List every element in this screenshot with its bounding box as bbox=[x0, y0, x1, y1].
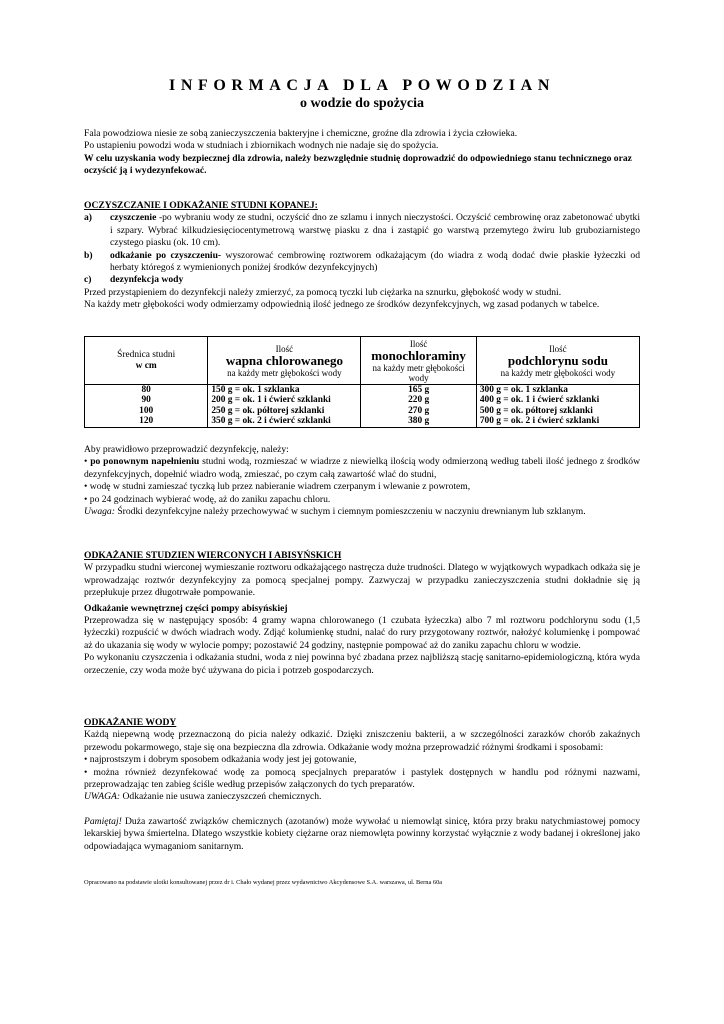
table-cell: 700 g = ok. 2 i ćwierć szklanki bbox=[479, 416, 600, 427]
section-drilled-wells bbox=[84, 550, 640, 677]
table-cell: 200 g = ok. 1 i ćwierć szklanki bbox=[211, 395, 331, 406]
table-cell: 150 g = ok. 1 szklanka bbox=[211, 385, 300, 395]
section-water-heading: ODKAŻANIE WODY bbox=[84, 717, 177, 728]
table-cell: 120 bbox=[139, 416, 154, 427]
section-water-disinfection bbox=[84, 717, 640, 853]
document-subtitle: o wodzie do spożycia bbox=[299, 96, 425, 111]
table-cell: 165 g bbox=[408, 385, 430, 395]
section-dug-well-heading: OCZYSZCZANIE I ODKAŻANIE STUDNI KOPANEJ: bbox=[84, 200, 318, 211]
intro-line-3: W celu uzyskania wody bezpiecznej dla zdrowia, należy bezwzględnie studnię doprowadzić do odpowiedniego stanu technicznego oraz oczyścić ją i wydezynfekować. bbox=[84, 152, 632, 177]
document-title: INFORMACJA DLA POWODZIAN bbox=[169, 77, 555, 94]
warning-note: UWAGA: Odkażanie nie usuwa zanieczyszczeń chemicznych. bbox=[84, 791, 322, 803]
table-cell: 380 g bbox=[408, 416, 430, 427]
table-cell: 90 bbox=[141, 395, 151, 406]
table-cell: 350 g = ok. 2 i ćwierć szklanki bbox=[211, 416, 331, 427]
bullet-item: • można również dezynfekować wodę za pomocą specjalnych preparatów i pastylek dostępnych w handlu pod różnymi nazwami, przeprowadzając ten zabieg ściśle według przepisów załączonych do tych preparatów. bbox=[84, 766, 640, 791]
section-drilled-wells-para-1: W przypadku studni wierconej wymieszanie roztworu odkażającego nastręcza duże trudności. Dlatego w wyjątkowych wypadkach odkaża się je wprowadzając roztwór dezynfekcyjny za pomocą specjalnej pompy. Zazwyczaj w przypadku zanieczyszczenia studni dokładnie się ją przepłukuje przez długotrwałe pompowanie. bbox=[84, 562, 640, 599]
item-lead: odkażanie po czyszczeniu- bbox=[110, 249, 222, 261]
item-lead: czyszczenie bbox=[110, 212, 157, 224]
pump-subheading: Odkażanie wewnętrznej części pompy abisyńskiej bbox=[84, 602, 288, 614]
item-text: -po wybraniu wody ze studni, oczyścić dno ze szlamu i innych nieczystości. Oczyścić cembrowinę oraz zabetonować ubytki i szpary. Wybrać kilkudziesięciocentymetrową warstwę piasku z dna i zastąpić go warstwą przemytego żwiru lub gruboziarnistego czystego piasku (ok. 10 cm). bbox=[110, 212, 640, 249]
bullet-item: • wodę w studni zamieszać tyczką lub przez nabieranie wiadrem czerpanym i wlewanie z powrotem, bbox=[84, 481, 471, 493]
header-sodium-hypochlorite: Ilość podchlorynu sodu na każdy metr głębokości wody bbox=[476, 337, 639, 385]
section-drilled-wells-para-2: Przeprowadza się w następujący sposób: 4 gramy wapna chlorowanego (1 czubata łyżeczka) albo 7 ml roztworu podchlorynu sodu (1,5 łyżeczki) rozpuścić w dwóch wiadrach wody. Zdjąć kolumienkę studni, nalać do rury przygotowany roztwór, nałożyć kolumienkę i pompować aż do ukazania się wody w wylocie pompy; pozostawić 24 godziny, następnie pompować aż do zaniku zapachu chloru w wodzie. bbox=[84, 615, 640, 651]
list-marker: a) bbox=[84, 212, 92, 224]
table-cell: 500 g = ok. półtorej szklanki bbox=[479, 405, 593, 416]
steps-intro: Aby prawidłowo przeprowadzić dezynfekcję, należy: bbox=[84, 444, 289, 455]
table-cell: 300 g = ok. 1 szklanka bbox=[479, 385, 568, 395]
table-cell: 80 bbox=[141, 385, 151, 395]
table-cell: 250 g = ok. półtorej szklanki bbox=[211, 405, 325, 416]
storage-note: Uwaga: Środki dezynfekcyjne należy przechowywać w suchym i ciemnym pomieszczeniu w naczyniu drewnianym lub szklanym. bbox=[84, 506, 586, 518]
remember-note: Pamiętaj! Duża zawartość związków chemicznych (azotanów) może wywołać u niemowląt sinicę, która przy braku natychmiastowej pomocy lekarskiej bywa śmiertelna. Dlatego wszystkie kobiety ciężarne oraz niemowlęta powinny korzystać wyłącznie z wody badanej i określonej jako odpowiadająca wymaganiom sanitarnym. bbox=[84, 815, 640, 852]
intro-line-2: Po ustapieniu powodzi woda w studniach i zbiornikach wodnych nie nadaje się do spożycia. bbox=[84, 140, 439, 152]
header-monochloramine: Ilość monochloraminy na każdy metr głębokości wody bbox=[361, 337, 476, 385]
section-water-para-1: Każdą niepewną wodę przeznaczoną do picia należy odkazić. Dzięki zniszczeniu bakterii, a w szczególności zarazków chorób zakaźnych przewodu pokarmowego, staje się ona bezpieczna dla zdrowia. Odkażanie wody można przeprowadzić różnymi środkami i sposobami: bbox=[84, 729, 640, 753]
list-marker: b) bbox=[84, 249, 93, 261]
footer-credit: Opracowano na podstawie ulotki konsultowanej przez dr i. Chało wydanej przez wydawnictwo Akcydensowe S.A. warszawa, ul. Berna 60a bbox=[84, 879, 443, 886]
table-cell: 270 g bbox=[408, 405, 430, 416]
list-item bbox=[84, 274, 640, 286]
bullet-item: • po ponownym napełnieniu studni wodą, rozmieszać w wiadrze z niewielką ilością wody odmierzoną według tabeli ilość jednego z środków dezynfekcyjnych, dopełnić wiadro wodą, zmieszać, po czym całą zawartość wlać do studni, bbox=[84, 456, 640, 480]
intro-block bbox=[84, 128, 640, 178]
bullet-item: • po 24 godzinach wybierać wodę, aż do zaniku zapachu chloru. bbox=[84, 493, 331, 505]
item-text: wyszorować cembrowinę roztworem odkażającym (do wiadra z wodą dodać dwie płaskie łyżeczki od herbaty któregoś z wymienionych poniżej środków dezynfekcyjnych) bbox=[110, 249, 641, 274]
table-cell: 100 bbox=[139, 405, 154, 416]
disinfection-steps bbox=[84, 444, 640, 518]
section-drilled-wells-heading: ODKAŻANIE STUDZIEN WIERCONYCH I ABISYŃSKICH bbox=[84, 550, 342, 561]
header-chlorinated-lime: Ilość wapna chlorowanego na każdy metr głębokości wody bbox=[208, 337, 361, 385]
table-cell: 220 g bbox=[408, 395, 430, 406]
list-item bbox=[84, 212, 640, 249]
section-dug-well-para-1: Przed przystąpieniem do dezynfekcji należy zmierzyć, za pomocą tyczki lub ciężarka na sznurku, głębokość wody w studni. bbox=[84, 286, 562, 298]
table-data-row bbox=[85, 385, 640, 428]
item-lead: dezynfekcja wody bbox=[110, 274, 184, 286]
header-diameter: Średnica studni w cm bbox=[85, 337, 208, 385]
dosage-table bbox=[84, 336, 640, 428]
bullet-item: • najprostszym i dobrym sposobem odkażania wody jest jej gotowanie, bbox=[84, 754, 357, 766]
table-cell: 400 g = ok. 1 i ćwierć szklanki bbox=[479, 395, 600, 406]
table-header-row bbox=[85, 337, 640, 385]
list-marker: c) bbox=[84, 274, 92, 286]
intro-line-1: Fala powodziowa niesie ze sobą zanieczyszczenia bakteryjne i chemiczne, groźne dla zdrowia i życia człowieka. bbox=[84, 128, 518, 139]
section-drilled-wells-para-3: Po wykonaniu czyszczenia i odkażania studni, woda z niej powinna być zbadana przez najbliższą stację sanitarno-epidemiologiczną, która wyda orzeczenie, czy woda może być używana do picia i potrzeb gospodarczych. bbox=[84, 652, 640, 676]
list-item bbox=[84, 250, 640, 275]
section-dug-well-para-2: Na każdy metr głębokości wody odmierzamy odpowiednią ilość jednego ze środków dezynfekcyjnych, wg zasad podanych w tabelce. bbox=[84, 299, 600, 311]
section-dug-well bbox=[84, 200, 640, 312]
